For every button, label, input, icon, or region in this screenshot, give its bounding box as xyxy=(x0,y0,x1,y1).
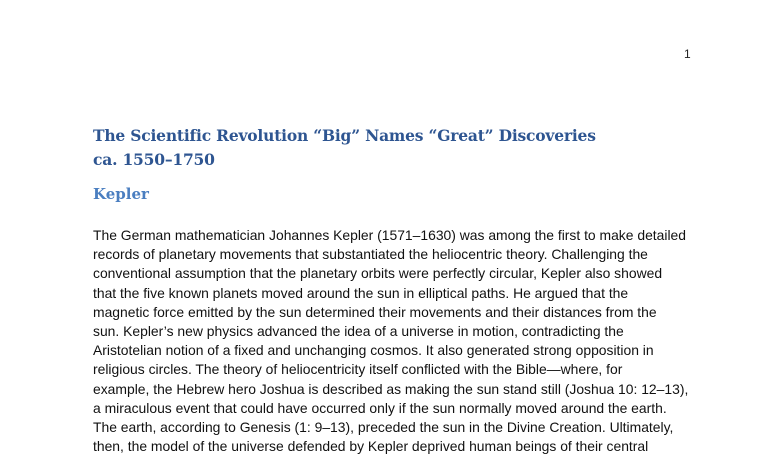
title-line: The Scientific Revolution “Big” Names “Great” Discoveries xyxy=(93,126,596,145)
page-number: 1 xyxy=(684,47,691,61)
text-line: sun. Kepler’s new physics advanced the idea of a universe in motion, contradicting the xyxy=(93,323,624,340)
text-line: religious circles. The theory of heliocentricity itself conflicted with the Bible—where, for xyxy=(93,361,623,378)
text-line: The earth, according to Genesis (1: 9–13), preceded the sun in the Divine Creation. Ultimately, xyxy=(93,419,674,436)
text-line: a miraculous event that could have occurred only if the sun normally moved around the earth. xyxy=(93,399,667,416)
text-line: records of planetary movements that substantiated the heliocentric theory. Challenging the xyxy=(93,246,648,263)
text-line: The German mathematician Johannes Kepler (1571–1630) was among the first to make detailed xyxy=(93,227,686,243)
text-line: example, the Hebrew hero Joshua is described as making the sun stand still (Joshua 10: 12–13), xyxy=(93,380,689,397)
body-paragraph xyxy=(93,226,713,456)
text-line: Aristotelian notion of a fixed and unchanging cosmos. It also generated strong opposition in xyxy=(93,342,654,359)
text-line: magnetic force emitted by the sun determined their movements and their distances from the xyxy=(93,303,657,320)
text-line: conventional assumption that the planetary orbits were perfectly circular, Kepler also showed xyxy=(93,265,663,282)
title-date-range: ca. 1550–1750 xyxy=(93,150,215,169)
text-line: that the five known planets moved around the sun in elliptical paths. He argued that the xyxy=(93,284,629,301)
text-line: then, the model of the universe defended by Kepler deprived human beings of their central xyxy=(93,438,649,455)
document-title xyxy=(93,124,596,172)
section-heading: Kepler xyxy=(93,185,149,203)
